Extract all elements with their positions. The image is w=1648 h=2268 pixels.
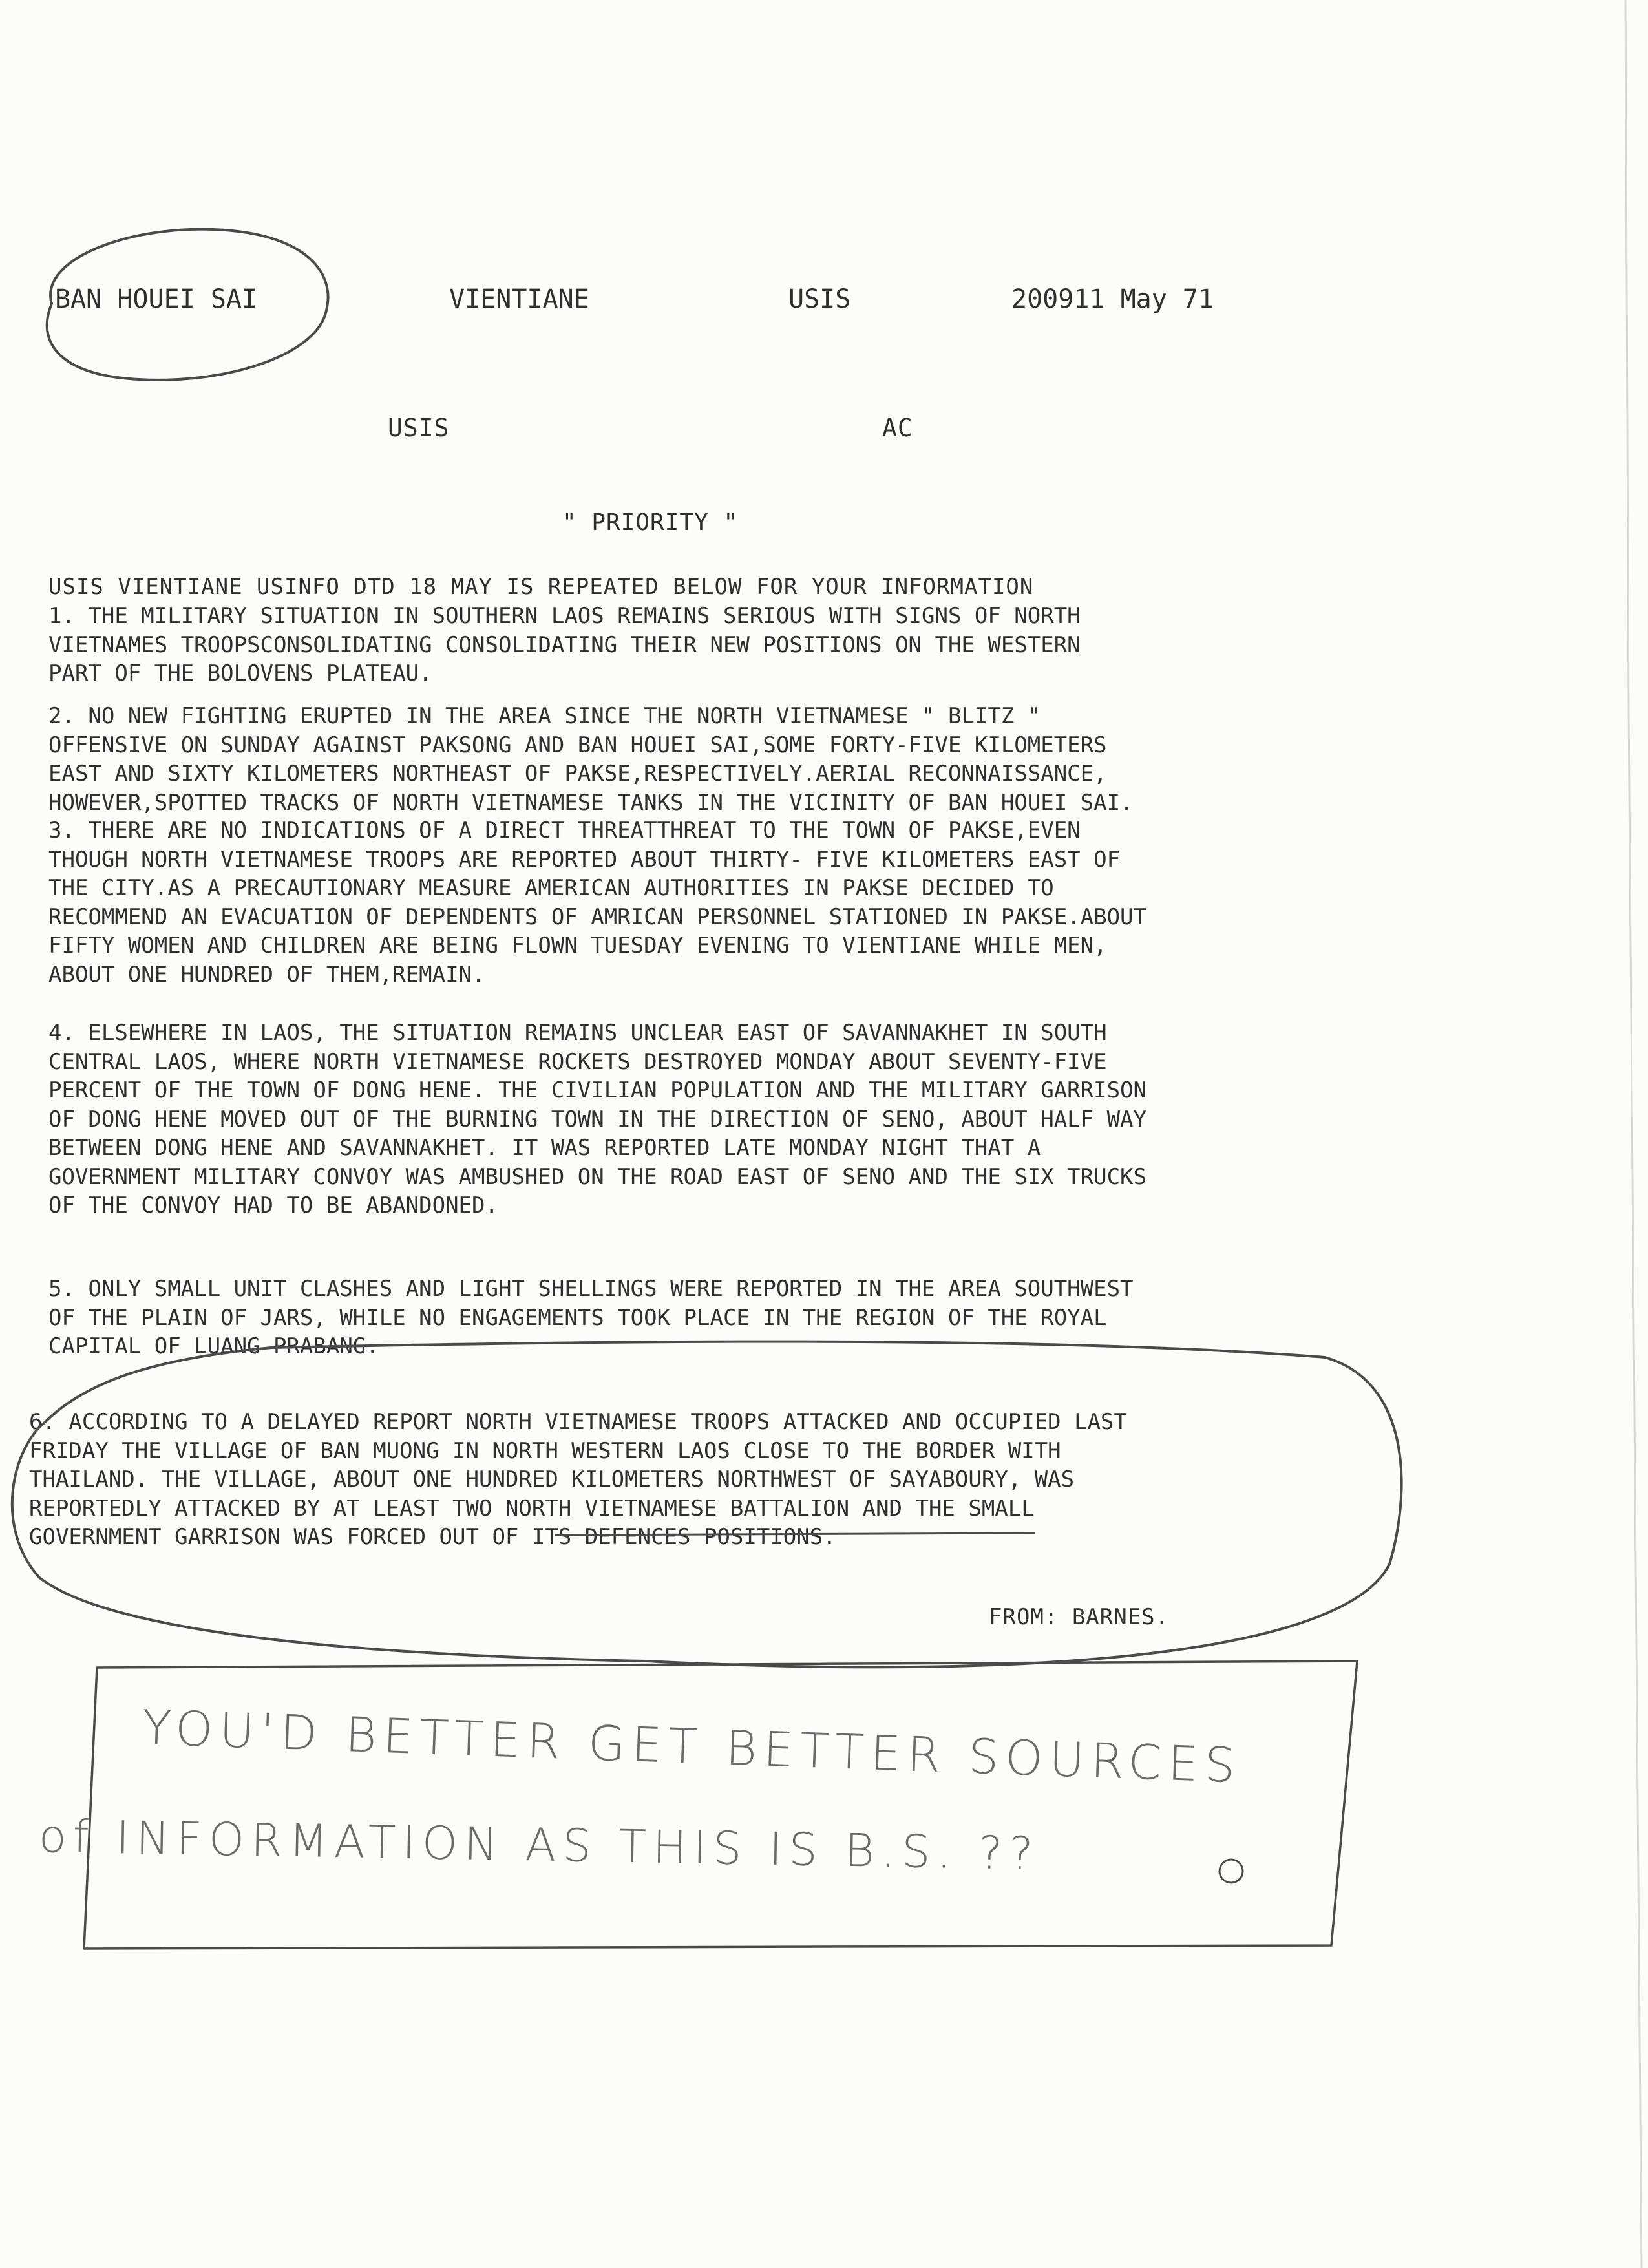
routing-action: AC	[882, 414, 913, 442]
underline-battalion	[556, 1533, 1034, 1535]
paragraph-4: 4. ELSEWHERE IN LAOS, THE SITUATION REMAINS UNCLEAR EAST OF SAVANNAKHET IN SOUTH CENTRAL LAOS, WHERE NORTH VIETNAMESE ROCKETS DESTROYED MONDAY ABOUT SEVENTY-FIVE PERCENT OF THE TOWN OF DONG HENE. THE CIVILIAN POPULATION AND THE MILITARY GARRISON OF DONG HENE MOVED OUT OF THE BURNING TOWN IN THE DIRECTION OF SENO, ABOUT HALF WAY BETWEEN DONG HENE AND SAVANNAKHET. IT WAS REPORTED LATE MONDAY NIGHT THAT A GOVERNMENT MILITARY CONVOY WAS AMBUSHED ON THE ROAD EAST OF SENO AND THE SIX TRUCKS OF THE CONVOY HAD TO BE ABANDONED.	[48, 1020, 1146, 1218]
handwritten-note-line-1: YOU'D BETTER GET BETTER SOURCES	[141, 1700, 1243, 1794]
paragraph-2: 2. NO NEW FIGHTING ERUPTED IN THE AREA SINCE THE NORTH VIETNAMESE " BLITZ " OFFENSIVE ON SUNDAY AGAINST PAKSONG AND BAN HOUEI SAI,SOME FORTY-FIVE KILOMETERS EAST AND SIXTY KILOMETERS NORTHEAST OF PAKSE,RESPECTIVELY.AERIAL RECONNAISSANCE, HOWEVER,SPOTTED TRACKS OF NORTH VIETNAMESE TANKS IN THE VICINITY OF BAN HOUEI SAI.	[48, 703, 1134, 816]
paragraph-5: 5. ONLY SMALL UNIT CLASHES AND LIGHT SHELLINGS WERE REPORTED IN THE AREA SOUTHWEST OF THE PLAIN OF JARS, WHILE NO ENGAGEMENTS TOOK PLACE IN THE REGION OF THE ROYAL CAPITAL OF LUANG PRABANG.	[48, 1276, 1134, 1359]
routing-to: USIS	[388, 414, 450, 442]
date-time-group: 200911 May 71	[1011, 284, 1214, 314]
circle-around-station	[47, 229, 328, 380]
paragraph-3: 3. THERE ARE NO INDICATIONS OF A DIRECT THREATTHREAT TO THE TOWN OF PAKSE,EVEN THOUGH NORTH VIETNAMESE TROOPS ARE REPORTED ABOUT THIRTY- FIVE KILOMETERS EAST OF THE CITY.AS A PRECAUTIONARY MEASURE AMERICAN AUTHORITIES IN PAKSE DECIDED TO RECOMMEND AN EVACUATION OF DEPENDENTS OF AMRICAN PERSONNEL STATIONED IN PAKSE.ABOUT FIFTY WOMEN AND CHILDREN ARE BEING FLOWN TUESDAY EVENING TO VIENTIANE WHILE MEN, ABOUT ONE HUNDRED OF THEM,REMAIN.	[48, 818, 1146, 988]
ellipse-around-paragraph-6	[12, 1342, 1402, 1668]
note-dot	[1220, 1860, 1243, 1883]
origin: VIENTIANE	[449, 284, 589, 314]
handwritten-note-line-2: of INFORMATION AS THIS IS B.S. ??	[38, 1810, 1041, 1881]
intro-line: USIS VIENTIANE USINFO DTD 18 MAY IS REPEATED BELOW FOR YOUR INFORMATION	[48, 574, 1034, 600]
signature: FROM: BARNES.	[989, 1604, 1170, 1630]
precedence: " PRIORITY "	[562, 509, 739, 536]
agency: USIS	[788, 284, 851, 314]
box-around-note	[84, 1661, 1357, 1949]
paragraph-6: 6. ACCORDING TO A DELAYED REPORT NORTH VIETNAMESE TROOPS ATTACKED AND OCCUPIED LAST FRIDAY THE VILLAGE OF BAN MUONG IN NORTH WESTERN LAOS CLOSE TO THE BORDER WITH THAILAND. THE VILLAGE, ABOUT ONE HUNDRED KILOMETERS NORTHWEST OF SAYABOURY, WAS REPORTEDLY ATTACKED BY AT LEAST TWO NORTH VIETNAMESE BATTALION AND THE SMALL GOVERNMENT GARRISON WAS FORCED OUT OF ITS DEFENCES POSITIONS.	[29, 1409, 1127, 1550]
paragraph-1: 1. THE MILITARY SITUATION IN SOUTHERN LAOS REMAINS SERIOUS WITH SIGNS OF NORTH VIETNAMES TROOPSCONSOLIDATING CONSOLIDATING THEIR NEW POSITIONS ON THE WESTERN PART OF THE BOLOVENS PLATEAU.	[48, 603, 1081, 686]
from-station: BAN HOUEI SAI	[55, 284, 258, 314]
